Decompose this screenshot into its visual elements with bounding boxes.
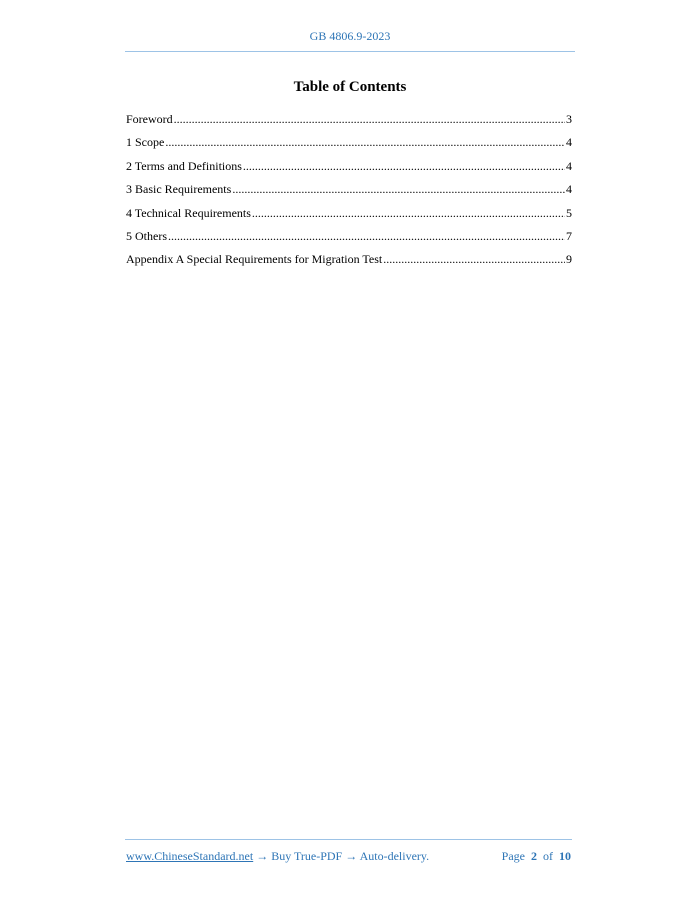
arrow-right-icon: → [345,849,358,863]
toc-dot-leader [174,112,565,127]
arrow-right-icon: → [256,849,269,863]
toc-entry-label: 1 Scope [126,135,165,150]
toc-entry-label: Foreword [126,112,173,126]
footer-promo [126,849,429,864]
auto-delivery-text: Auto-delivery. [359,849,430,863]
of-word: of [543,849,553,863]
toc-entry-page: 4 [566,135,572,150]
page-word: Page [501,849,525,863]
toc-dot-leader [383,252,565,267]
toc-entry-basic-requirements[interactable] [126,182,572,205]
toc-dot-leader [243,159,565,174]
total-pages-number: 10 [559,849,571,863]
toc-entry-page: 4 [566,182,572,197]
table-of-contents [126,112,572,276]
toc-dot-leader [232,182,565,197]
toc-entry-page: 5 [566,205,572,220]
toc-entry-scope[interactable] [126,135,572,158]
page-indicator [502,849,571,864]
toc-entry-others[interactable] [126,229,572,252]
toc-entry-label: 2 Terms and Definitions [126,158,242,173]
footer-divider [125,839,572,840]
toc-entry-page: 7 [566,228,572,243]
toc-entry-page: 9 [566,252,572,267]
document-code-header: GB 4806.9-2023 [309,29,391,43]
toc-entry-appendix-a[interactable] [126,252,572,275]
current-page-number: 2 [531,849,537,863]
toc-entry-label: Appendix A Special Requirements for Migration Test [126,252,383,267]
site-link[interactable]: www.ChineseStandard.net [126,849,254,863]
toc-entry-label: 3 Basic Requirements [126,182,232,197]
toc-entry-label: 5 Others [126,228,167,243]
toc-entry-label: 4 Technical Requirements [126,205,251,220]
toc-entry-page: 3 [566,112,572,126]
toc-entry-terms[interactable] [126,159,572,182]
toc-dot-leader [168,229,565,244]
buy-true-pdf-text: Buy True-PDF [271,849,343,863]
header-divider [125,51,575,52]
toc-entry-technical-requirements[interactable] [126,206,572,229]
toc-title: Table of Contents [293,79,407,95]
toc-dot-leader [165,135,565,150]
toc-entry-page: 4 [566,158,572,173]
toc-dot-leader [252,206,565,221]
toc-entry-foreword[interactable] [126,112,572,135]
